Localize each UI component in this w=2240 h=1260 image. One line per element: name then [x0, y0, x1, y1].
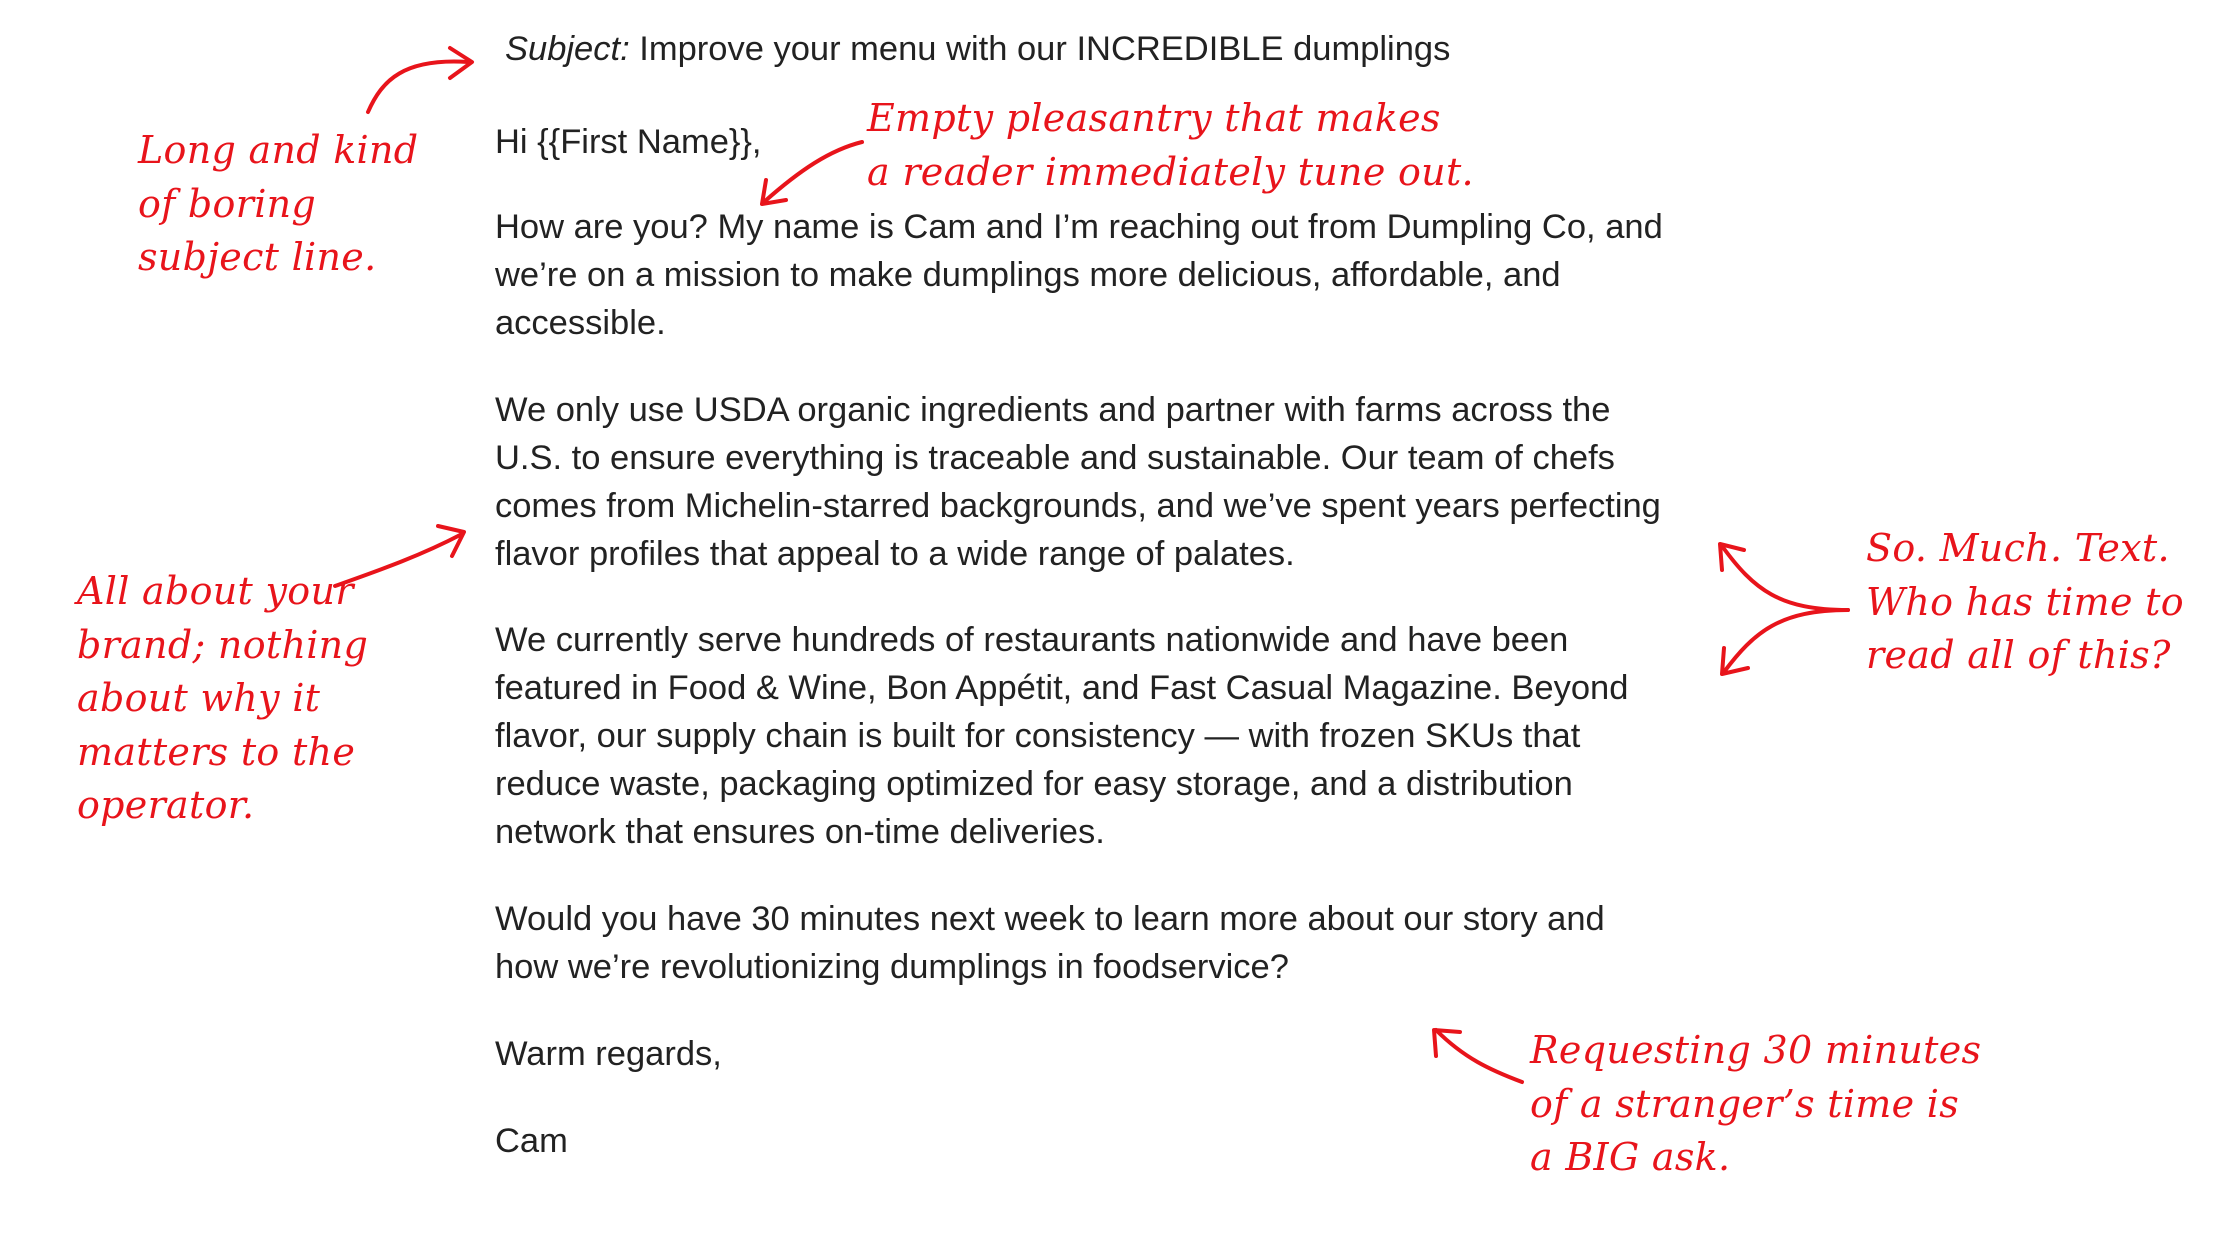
paragraph-2-line-4: flavor profiles that appeal to a wide range of palates. [495, 535, 1295, 573]
annotation-line: operator. [77, 783, 255, 827]
paragraph-3-line-2: featured in Food & Wine, Bon Appétit, and Fast Casual Magazine. Beyond [495, 669, 1629, 707]
paragraph-1-line-1: How are you? My name is Cam and I’m reaching out from Dumpling Co, and [495, 208, 1663, 246]
annotation-line: So. Much. Text. [1866, 526, 2170, 570]
paragraph-2-line-2: U.S. to ensure everything is traceable and sustainable. Our team of chefs [495, 439, 1615, 477]
annotation-line: read all of this? [1866, 633, 2171, 677]
subject-label: Subject: [505, 30, 630, 68]
annotation-line: a BIG ask. [1530, 1135, 1731, 1179]
paragraph-3-line-5: network that ensures on-time deliveries. [495, 813, 1105, 851]
email-signature: Cam [495, 1122, 568, 1160]
paragraph-3-line-1: We currently serve hundreds of restaurants nationwide and have been [495, 621, 1569, 659]
paragraph-1-line-2: we’re on a mission to make dumplings more delicious, affordable, and [495, 256, 1561, 294]
subject-text: Improve your menu with our INCREDIBLE dumplings [639, 30, 1451, 68]
bracket-arrow-to-text-icon [1720, 544, 1848, 674]
annotation-line: a reader immediately tune out. [867, 149, 1474, 194]
email-signoff: Warm regards, [495, 1035, 722, 1073]
annotation-line: of a stranger’s time is [1530, 1081, 1960, 1126]
annotation-line: about why it [77, 676, 321, 720]
arrow-to-pleasantry-icon [762, 142, 862, 204]
email-greeting: Hi {{First Name}}, [495, 123, 762, 161]
annotation-line: Requesting 30 minutes [1530, 1028, 1982, 1072]
arrow-to-subject-icon [368, 48, 472, 112]
paragraph-2-line-3: comes from Michelin-starred backgrounds, and we’ve spent years perfecting [495, 487, 1661, 525]
annotation-line: Long and kind [138, 128, 419, 172]
paragraph-3-line-4: reduce waste, packaging optimized for easy storage, and a distribution [495, 765, 1573, 803]
arrow-to-ask-icon [1434, 1030, 1522, 1082]
annotation-line: Who has time to [1866, 579, 2184, 624]
arrow-to-brand-paragraph-icon [335, 526, 464, 586]
annotation-line: matters to the [77, 729, 356, 774]
annotation-line: of boring [138, 181, 317, 226]
annotation-line: All about your [77, 569, 354, 613]
paragraph-4-line-2: how we’re revolutionizing dumplings in foodservice? [495, 948, 1289, 986]
paragraph-1-line-3: accessible. [495, 304, 666, 342]
paragraph-3-line-3: flavor, our supply chain is built for consistency — with frozen SKUs that [495, 717, 1581, 755]
paragraph-2-line-1: We only use USDA organic ingredients and partner with farms across the [495, 391, 1611, 429]
paragraph-4-line-1: Would you have 30 minutes next week to learn more about our story and [495, 900, 1605, 938]
annotation-line: subject line. [138, 235, 377, 279]
annotation-line: Empty pleasantry that makes [867, 96, 1441, 140]
annotation-line: brand; nothing [77, 622, 369, 667]
